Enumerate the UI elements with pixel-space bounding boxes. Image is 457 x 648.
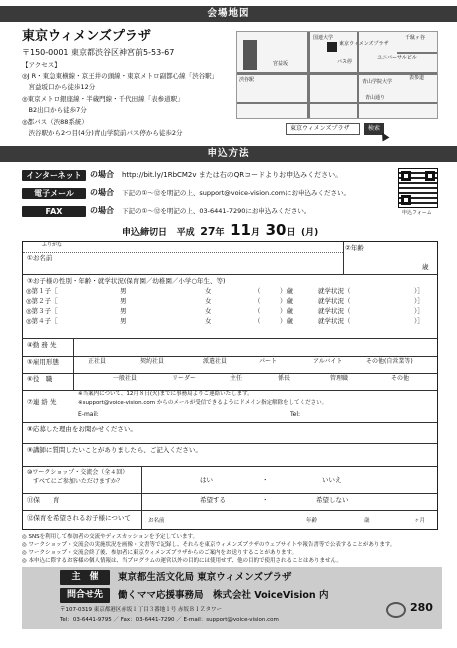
no-option[interactable]: いいえ <box>322 476 342 484</box>
child-status-label: 就学状況（ <box>318 287 351 295</box>
deadline-label: 申込締切日 <box>122 228 168 238</box>
map-venue-marker <box>327 42 337 52</box>
internet-text: http://bit.ly/1RbCM2v または右のQRコードよりお申込みください。 <box>122 171 343 179</box>
map-label: 渋谷駅 <box>239 77 255 83</box>
reason-label: ⑧応募した理由をお聞かせください。 <box>27 425 137 433</box>
childcare-child-name-field[interactable] <box>170 513 300 527</box>
position-label: ⑥役 職 <box>27 375 53 383</box>
child-male-option[interactable]: 男 <box>120 287 127 295</box>
internet-suffix: の場合 <box>90 170 114 179</box>
email-suffix: の場合 <box>90 188 114 197</box>
childcare-want-option[interactable]: 希望する <box>200 496 226 504</box>
contact-org-label <box>60 588 110 603</box>
deadline-month-unit: 月 <box>250 228 260 238</box>
map-station-block <box>243 40 257 70</box>
fax-label-text: FAX <box>45 207 63 216</box>
workshop-label: ⑩ワークショップ・交流会（全４回） <box>27 469 129 476</box>
host-label <box>60 570 110 585</box>
child-label: ◎第２子［ <box>26 297 58 305</box>
position-option[interactable]: 一般社員 <box>113 375 138 382</box>
childcare-age-label: 年齢 <box>306 518 318 524</box>
child-female-option[interactable]: 女 <box>205 297 212 305</box>
child-male-option[interactable]: 男 <box>120 307 127 315</box>
child-age-field[interactable]: （ ）歳 <box>254 297 293 305</box>
employment-option[interactable]: 正社員 <box>88 358 107 365</box>
contact-note: ※当案内について、12月８日(火)までに事務局よりご連絡いたします。 <box>78 391 253 397</box>
position-option[interactable]: その他 <box>391 375 410 382</box>
venue-name: 東京ウィメンズプラザ <box>22 29 151 44</box>
child-status-label: 就学状況（ <box>318 307 351 315</box>
apply-section-banner <box>0 146 457 162</box>
child-status-end: ）］ <box>414 297 424 305</box>
question-label: ⑨講師に質問したいことがありましたら、ご記入ください。 <box>27 446 202 454</box>
position-option[interactable]: 主任 <box>230 375 243 382</box>
deadline-year-unit: 年 <box>215 228 225 238</box>
childcare-not-want-option[interactable]: 希望しない <box>316 496 349 504</box>
note-item: ◎ 本申込に際するお客様の個人情報は、当プログラムの運営以外の目的には使用せず、他の目的で使用されることはありません。 <box>22 558 342 564</box>
recycle-logo-icon <box>386 602 406 618</box>
employment-option[interactable]: 派遣社員 <box>203 358 228 365</box>
email-label <box>22 188 86 199</box>
child-status-end: ）］ <box>414 287 424 295</box>
access-line: ◎J R・東急東横線・京王井の頭線・東京メトロ副都心線「渋谷駅」 <box>22 72 219 80</box>
childcare-child-name-label: お名前 <box>148 518 165 524</box>
name-field[interactable] <box>80 252 340 272</box>
map-search-box[interactable] <box>286 123 360 135</box>
contact-org-label-text: 問合せ先 <box>66 590 103 600</box>
deadline-year: 27 <box>200 225 216 238</box>
email-label-text: 電子メール <box>34 189 74 198</box>
map-search-text: 東京ウィメンズプラザ <box>290 125 350 132</box>
employment-option[interactable]: 契約社員 <box>140 358 165 365</box>
position-option[interactable]: 管理職 <box>330 375 349 382</box>
children-label: ③お子様の性別・年齢・就学状況(保育園／幼稚園／小学○年生、等) <box>27 277 226 285</box>
map-label: 東京ウィメンズプラザ <box>339 41 389 47</box>
note-item: ◎ SNSを利用して参加者の交流やディスカッションを予定しています。 <box>22 534 199 540</box>
email-field-label: E-mail: <box>78 411 99 418</box>
footer-phone: Tel：03-6441-9795 ／ Fax：03-6441-7290 ／ E-mail：support@voice-vision.com <box>60 617 279 623</box>
employment-option[interactable]: パート <box>259 358 278 365</box>
access-line: ◎東京メトロ銀座線・半蔵門線・千代田線「表参道駅」 <box>22 95 184 103</box>
access-line: 渋谷駅から2つ目(4分)青山学院前バス停から徒歩2分 <box>22 129 183 137</box>
workplace-label: ④勤 務 先 <box>27 341 57 349</box>
deadline-day: 30 <box>265 221 287 239</box>
tel-field[interactable] <box>306 410 426 420</box>
child-status-label: 就学状況（ <box>318 297 351 305</box>
internet-label <box>22 170 86 181</box>
childcare-label: ⑪保 育 <box>27 496 60 504</box>
employment-option[interactable]: その他(自営業等) <box>366 358 413 365</box>
workshop-label-2: すべてにご参加いただけますか？ <box>27 478 123 485</box>
internet-label-text: インターネット <box>26 171 82 180</box>
furigana-label: ふりがな <box>42 242 63 248</box>
notes <box>22 533 442 565</box>
map-label: 国連大学 <box>313 35 334 41</box>
access-heading: 【アクセス】 <box>22 61 61 69</box>
contact-note: ※support@voice-vision.com からのメールが受信できるようにドメイン指定解除をしてください。 <box>78 400 328 406</box>
childcare-age-unit: 歳 <box>364 518 370 524</box>
fax-text: 下記の①〜⑫を明記の上、03-6441-7290にお申込みください。 <box>122 207 311 215</box>
print-logo: 280 <box>410 601 433 614</box>
child-label: ◎第４子［ <box>26 317 58 325</box>
apply-section-title: 申込方法 <box>207 148 250 159</box>
map-label: 千駄ヶ谷 <box>405 35 426 41</box>
access-line: 宮益坂口から徒歩12分 <box>22 83 96 91</box>
yes-option[interactable]: はい <box>200 476 213 484</box>
host-label-text: 主 催 <box>71 572 99 582</box>
note-item: ◎ ワークショップ・交流会終了後、参加者に東京ウィメンズプラザからのご案内をお送りすることがあります。 <box>22 550 298 556</box>
deadline-weekday: (月) <box>301 228 319 238</box>
question-field[interactable] <box>26 455 434 465</box>
venue-map <box>236 31 438 119</box>
map-label: 青山通り <box>365 95 386 101</box>
map-label: 青山学院大学 <box>362 79 393 85</box>
child-male-option[interactable]: 男 <box>120 317 127 325</box>
child-age-field[interactable]: （ ）歳 <box>254 317 293 325</box>
access-line: B2出口から徒歩7分 <box>22 106 87 114</box>
child-status-end: ）］ <box>414 317 424 325</box>
email-text: 下記の①〜⑫を明記の上、support@voice-vision.comにお申込みください。 <box>122 189 351 197</box>
name-label: ①お名前 <box>27 254 53 262</box>
child-label: ◎第３子［ <box>26 307 58 315</box>
position-option[interactable]: リーダー <box>172 375 197 382</box>
map-label: ユニバーサルビル <box>377 55 417 61</box>
venue-address: 〒150-0001 東京都渋谷区神宮前5-53-67 <box>22 48 175 57</box>
venue-section-banner <box>0 6 457 22</box>
cursor-icon <box>379 131 390 142</box>
fax-suffix: の場合 <box>90 206 114 215</box>
workplace-field[interactable] <box>74 339 434 354</box>
host-name: 東京都生活文化局 東京ウィメンズプラザ <box>118 572 292 583</box>
qr-code[interactable] <box>398 168 438 208</box>
child-age-field[interactable]: （ ）歳 <box>254 307 293 315</box>
employment-option[interactable]: アルバイト <box>313 358 343 365</box>
age-unit: 歳 <box>422 263 429 271</box>
childcare-month-unit: ヶ月 <box>414 518 426 524</box>
age-label: ②年齢 <box>345 244 364 252</box>
map-label: 宮益坂 <box>273 61 289 67</box>
deadline-prefix: 平成 <box>176 228 195 238</box>
deadline-month: 11 <box>230 221 251 239</box>
contact-org-name: 働くママ応援事務局 株式会社 VoiceVision 内 <box>118 590 329 601</box>
deadline <box>122 222 318 241</box>
child-male-option[interactable]: 男 <box>120 297 127 305</box>
childcare-child-label: ⑫保育を希望されるお子様について <box>27 514 131 522</box>
reason-field[interactable] <box>26 434 434 442</box>
child-age-field[interactable]: （ ）歳 <box>254 287 293 295</box>
note-item: ◎ ワークショップ・交流会の実施状況を画像・文書等で記録し、それらを東京ウィメンズプラザのウェブサイトや報告書等で公表することがあります。 <box>22 542 396 548</box>
deadline-day-unit: 日 <box>286 228 296 238</box>
search-button-label: 検索 <box>367 125 380 132</box>
age-field[interactable] <box>345 254 415 270</box>
map-label: バス停 <box>337 59 353 65</box>
map-label: 表参道 <box>409 75 425 81</box>
fax-label <box>22 206 86 217</box>
child-female-option[interactable]: 女 <box>205 317 212 325</box>
child-label: ◎第１子［ <box>26 287 58 295</box>
tel-field-label: Tel: <box>290 411 301 418</box>
qr-caption: 申込フォーム <box>402 210 432 216</box>
position-option[interactable]: 係長 <box>278 375 291 382</box>
email-field[interactable] <box>104 410 254 420</box>
employment-label: ⑤雇用形態 <box>27 358 59 366</box>
separator-dot: ・ <box>262 496 269 504</box>
child-female-option[interactable]: 女 <box>205 307 212 315</box>
footer-address: 〒107-0319 東京都港区赤坂１丁目３番地１号 赤坂ＢＩＺタワー <box>60 607 222 613</box>
contact-label: ⑦連 絡 先 <box>27 398 57 406</box>
venue-section-title: 会場地図 <box>207 8 250 19</box>
child-female-option[interactable]: 女 <box>205 287 212 295</box>
child-status-label: 就学状況（ <box>318 317 351 325</box>
access-line: ◎都バス（渋88系統） <box>22 118 88 126</box>
separator-dot: ・ <box>262 476 269 484</box>
child-status-end: ）］ <box>414 307 424 315</box>
